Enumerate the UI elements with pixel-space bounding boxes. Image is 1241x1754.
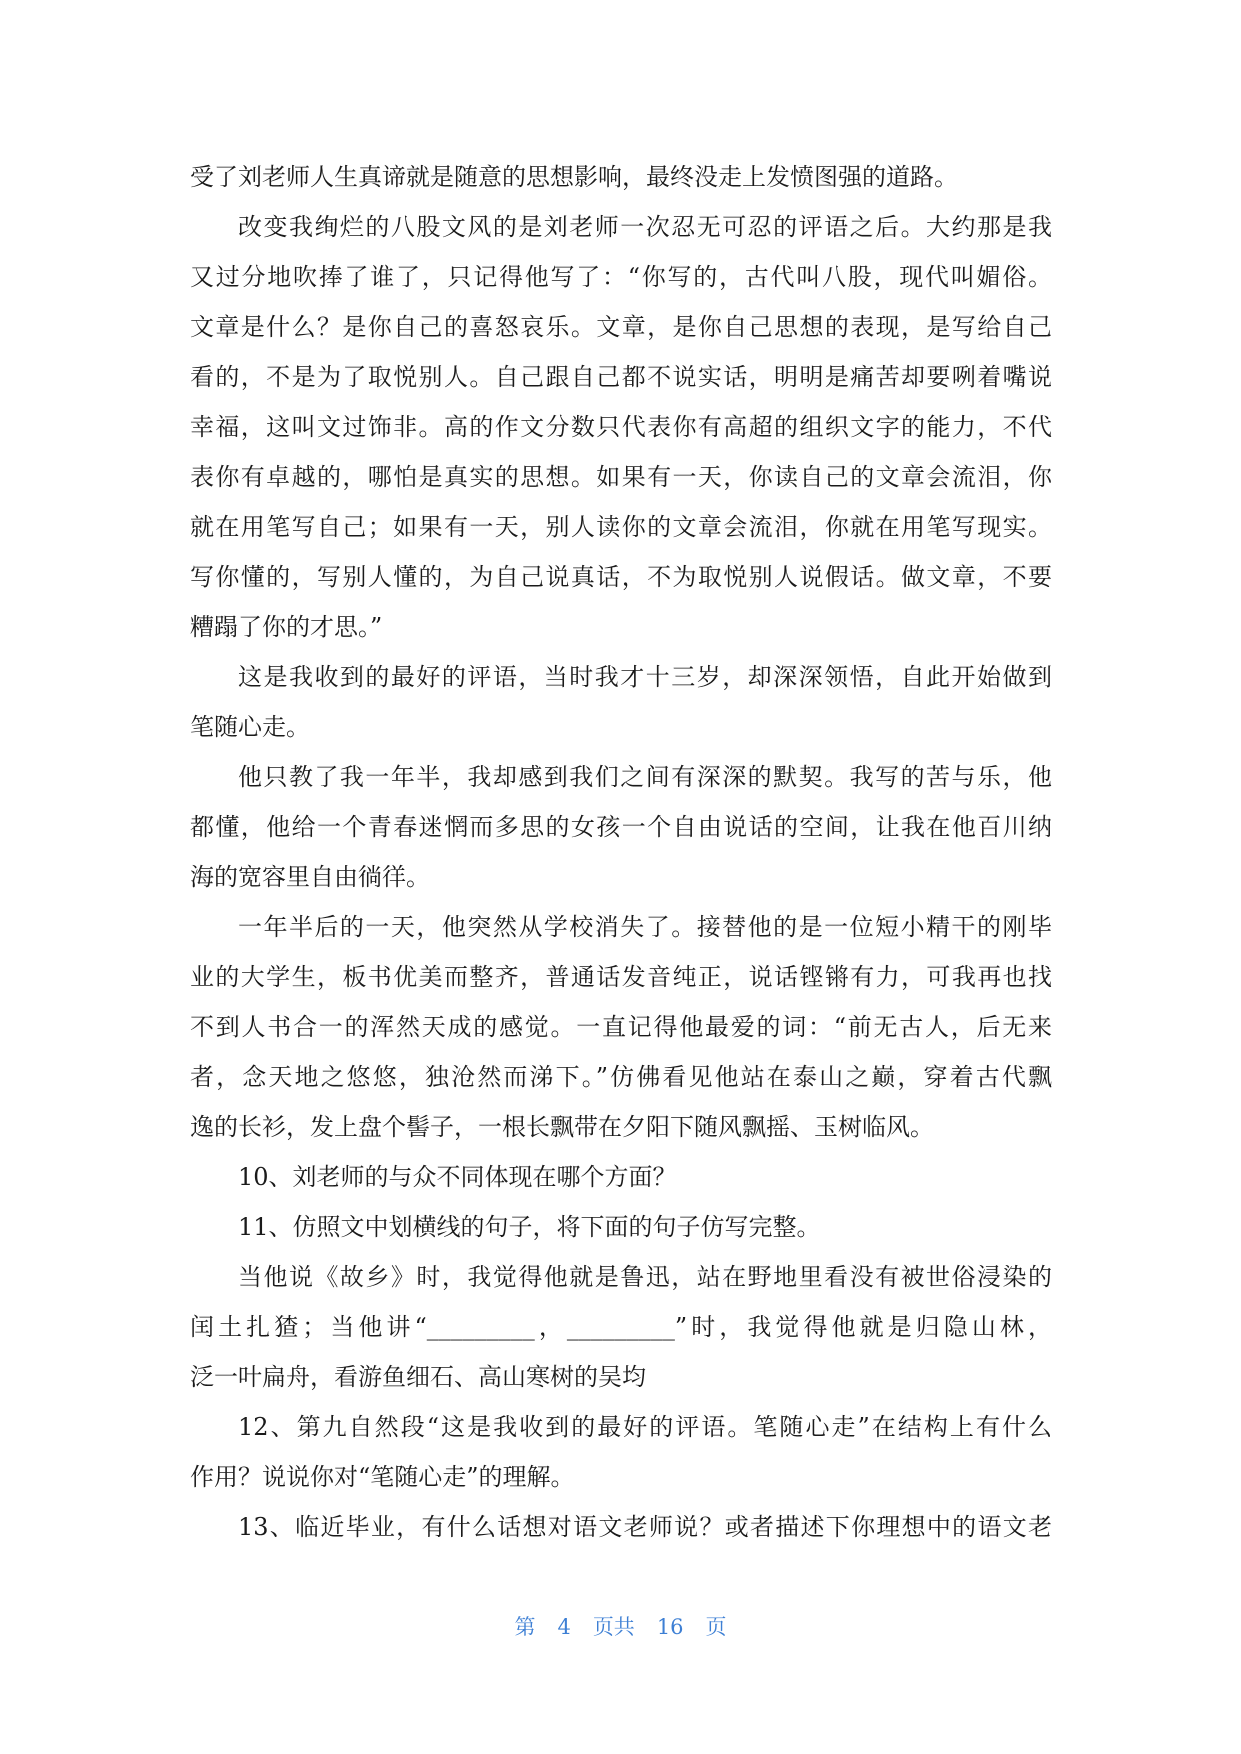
text-line: 这是我收到的最好的评语，当时我才十三岁，却深深领悟，自此开始做到 [238,663,1052,691]
text-line: 写你懂的，写别人懂的，为自己说真话，不为取悦别人说假话。做文章，不要 [190,563,1052,591]
text-line: 12、第九自然段“这是我收到的最好的评语。笔随心走”在结构上有什么 [238,1413,1052,1441]
text-line: 看的，不是为了取悦别人。自己跟自己都不说实话，明明是痛苦却要咧着嘴说 [190,363,1052,391]
text-line: 者，念天地之悠悠，独沧然而涕下。”仿佛看见他站在泰山之巅，穿着古代飘 [190,1063,1052,1091]
text-line: 受了刘老师人生真谛就是随意的思想影响，最终没走上发愤图强的道路。 [190,163,958,191]
text-line: 泛一叶扁舟，看游鱼细石、高山寒树的吴均 [190,1363,646,1391]
footer-di: 第 [514,1615,536,1639]
body-text [190,152,1052,1552]
text-line: 不到人书合一的浑然天成的感觉。一直记得他最爱的词：“前无古人，后无来 [190,1013,1052,1041]
text-line: 表你有卓越的，哪怕是真实的思想。如果有一天，你读自己的文章会流泪，你 [190,463,1052,491]
text-line: 他只教了我一年半，我却感到我们之间有深深的默契。我写的苦与乐，他 [238,763,1052,791]
text-line: 作用？说说你对“笔随心走”的理解。 [190,1463,575,1491]
text-line: 一年半后的一天，他突然从学校消失了。接替他的是一位短小精干的刚毕 [238,913,1052,941]
text-line: 海的宽容里自由徜徉。 [190,863,430,891]
footer-total-pages: 16 [656,1615,684,1639]
text-line: 笔随心走。 [190,713,310,741]
text-line: 文章是什么？是你自己的喜怒哀乐。文章，是你自己思想的表现，是写给自己 [190,313,1052,341]
text-line: 糟蹋了你的才思。” [190,613,383,641]
page-footer [0,1612,1241,1642]
text-line: 改变我绚烂的八股文风的是刘老师一次忍无可忍的评语之后。大约那是我 [238,213,1052,241]
text-line: 10、刘老师的与众不同体现在哪个方面？ [238,1163,677,1191]
text-line: 就在用笔写自己；如果有一天，别人读你的文章会流泪，你就在用笔写现实。 [190,513,1052,541]
text-line: 11、仿照文中划横线的句子，将下面的句子仿写完整。 [238,1213,821,1241]
footer-ye: 页 [705,1615,727,1639]
text-line: 业的大学生，板书优美而整齐，普通话发音纯正，说话铿锵有力，可我再也找 [190,963,1052,991]
text-line: 都懂，他给一个青春迷惘而多思的女孩一个自由说话的空间，让我在他百川纳 [190,813,1052,841]
text-line: 逸的长衫，发上盘个髻子，一根长飘带在夕阳下随风飘摇、玉树临风。 [190,1113,934,1141]
text-line: 又过分地吹捧了谁了，只记得他写了：“你写的，古代叫八股，现代叫媚俗。 [190,263,1052,291]
text-line: 当他说《故乡》时，我觉得他就是鲁迅，站在野地里看没有被世俗浸染的 [238,1263,1052,1291]
text-line: 闰土扎猹；当他讲“_________，_________”时，我觉得他就是归隐山林， [190,1313,1052,1341]
text-line: 幸福，这叫文过饰非。高的作文分数只代表你有高超的组织文字的能力，不代 [190,413,1052,441]
footer-page-number: 4 [557,1615,571,1639]
footer-ye-gong: 页共 [592,1615,635,1639]
text-line: 13、临近毕业，有什么话想对语文老师说？或者描述下你理想中的语文老 [238,1513,1052,1541]
